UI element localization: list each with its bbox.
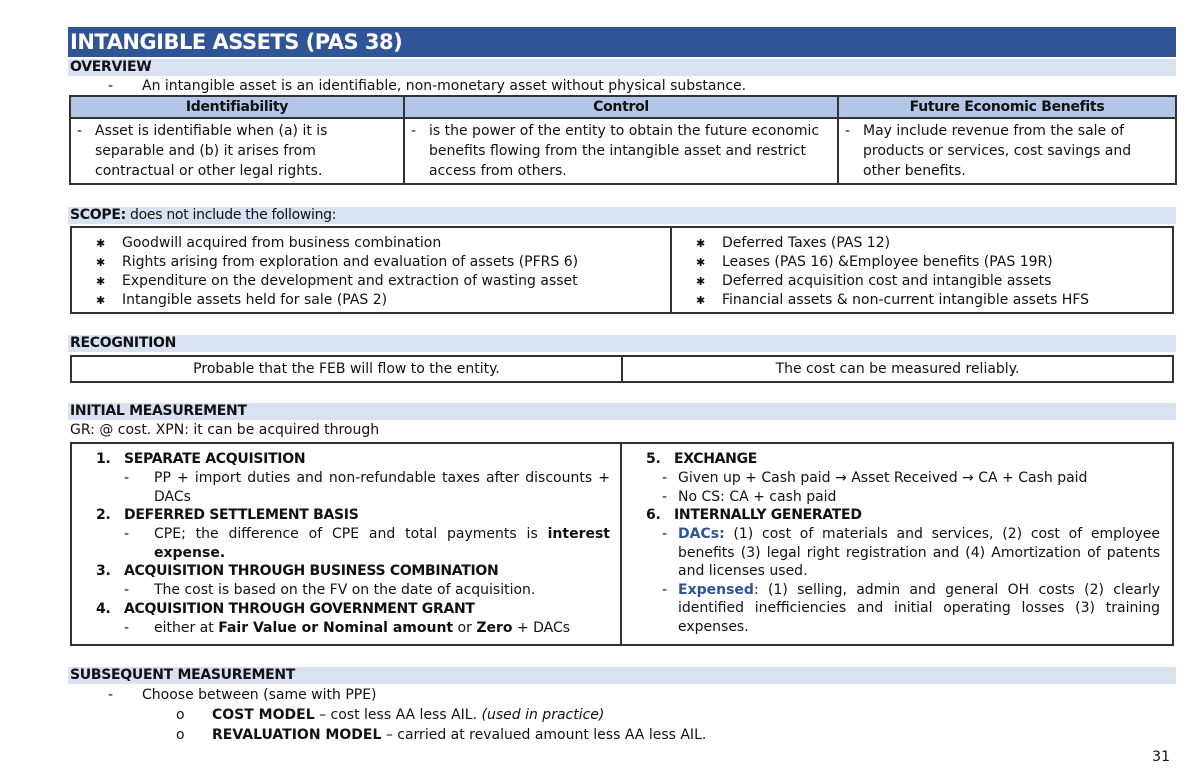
initial-left: 1. SEPARATE ACQUISITION - PP + import duties and non-refundable taxes after discounts + DACs 2. DEFERRED SETTLEMENT BASIS - CPE; the difference of CPE and total payments is interest expense. 3. ACQUISITION THROUGH BUSINESS COMBINATION - The cost is based on the FV on the date of acquisition. 4. ACQUISITION THROUGH GOVERNMENT GRANT - either at Fair Value or Nominal amount or Zero + DACs: [72, 444, 622, 644]
cost-model-line: o COST MODEL – cost less AA less AIL. (used in practice): [176, 707, 605, 723]
table-cell: - Asset is identifiable when (a) it is separable and (b) it arises from contractual or other legal rights.: [70, 118, 404, 184]
recognition-box: [70, 355, 1174, 383]
list-item: ✱ Rights arising from exploration and evaluation of assets (PFRS 6): [96, 254, 579, 270]
list-item: ✱ Intangible assets held for sale (PAS 2): [96, 292, 388, 308]
recognition-cell: Probable that the FEB will flow to the entity.: [193, 361, 500, 377]
table-cell: - May include revenue from the sale of products or services, cost savings and other benefits.: [838, 118, 1176, 184]
scope-heading: SCOPE:: [70, 207, 126, 223]
column-header: Identifiability: [70, 96, 404, 118]
overview-table: [69, 95, 1177, 185]
subsequent-heading: SUBSEQUENT MEASUREMENT: [68, 667, 1176, 684]
list-item: ✱ Deferred Taxes (PAS 12): [696, 235, 891, 251]
initial-subtext: GR: @ cost. XPN: it can be acquired through: [70, 422, 380, 438]
scope-heading-bar: [68, 207, 1176, 224]
list-item: ✱ Leases (PAS 16) &Employee benefits (PAS 19R): [696, 254, 1053, 270]
initial-box: [70, 442, 1174, 646]
dash: -: [108, 78, 114, 94]
list-item: 6. INTERNALLY GENERATED: [646, 507, 862, 523]
initial-heading: INITIAL MEASUREMENT: [68, 403, 1176, 420]
table-cell: - is the power of the entity to obtain the future economic benefits flowing from the intangible asset and restrict access from others.: [404, 118, 838, 184]
scope-right-list: [670, 228, 1172, 312]
list-item: 3. ACQUISITION THROUGH BUSINESS COMBINATION: [96, 563, 499, 579]
list-item: ✱ Expenditure on the development and extraction of wasting asset: [96, 273, 578, 289]
page-title: INTANGIBLE ASSETS (PAS 38): [68, 27, 1176, 57]
list-item: ✱ Financial assets & non-current intangible assets HFS: [696, 292, 1090, 308]
recognition-cell: The cost can be measured reliably.: [621, 357, 1172, 381]
overview-line: [108, 77, 1168, 96]
column-header: Control: [404, 96, 838, 118]
scope-subtext: does not include the following:: [125, 207, 337, 223]
column-header: Future Economic Benefits: [838, 96, 1176, 118]
recognition-heading: RECOGNITION: [68, 335, 1176, 352]
scope-left-list: [72, 228, 670, 312]
list-item: 2. DEFERRED SETTLEMENT BASIS: [96, 507, 359, 523]
initial-right: 5. EXCHANGE - Given up + Cash paid → Asset Received → CA + Cash paid - No CS: CA + cash paid 6. INTERNALLY GENERATED - DACs: (1) cost of materials and services, (2) cost of employee benefits (3) legal right registration and (4) Amortization of patents and licenses used. - Expensed: (1) selling, admin and general OH costs (2) clearly identified inefficiencies and initial operating losses (3) training expenses.: [646, 451, 1160, 635]
page-number: 31: [1152, 749, 1170, 765]
list-item: 1. SEPARATE ACQUISITION: [96, 451, 306, 467]
revaluation-model-line: o REVALUATION MODEL – carried at revalued amount less AA less AIL.: [176, 727, 707, 743]
scope-box: [70, 226, 1174, 314]
list-item: 5. EXCHANGE: [646, 451, 758, 467]
list-item: ✱ Deferred acquisition cost and intangible assets: [696, 273, 1052, 289]
list-item: 4. ACQUISITION THROUGH GOVERNMENT GRANT: [96, 600, 475, 617]
overview-heading: OVERVIEW: [68, 59, 1176, 76]
overview-text: An intangible asset is an identifiable, non-monetary asset without physical substance.: [142, 78, 747, 94]
subsequent-line: - Choose between (same with PPE): [108, 687, 377, 703]
list-item: ✱ Goodwill acquired from business combination: [96, 235, 442, 251]
